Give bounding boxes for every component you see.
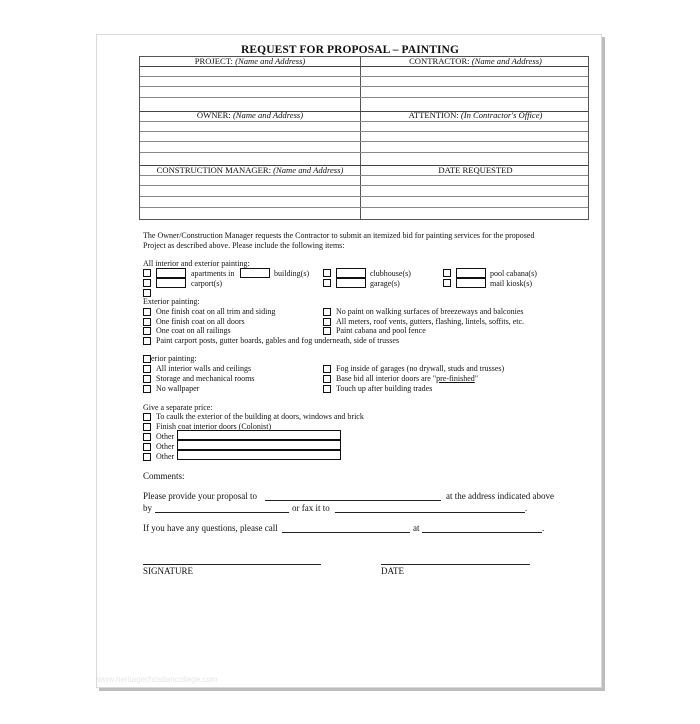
pool-cabanas-label: pool cabana(s): [490, 269, 537, 278]
pool-cabanas-count-field[interactable]: [456, 268, 486, 278]
phone-line[interactable]: [282, 532, 410, 533]
other-checkbox-3[interactable]: [143, 453, 151, 461]
exterior-item: All meters, roof vents, gutters, flashing, lintels, soffits, etc.: [336, 317, 525, 326]
exterior-item: No paint on walking surfaces of breezeways and balconies: [336, 307, 524, 316]
pool-cabanas-checkbox[interactable]: [443, 269, 451, 277]
interior-item: Touch up after building trades: [336, 384, 433, 393]
interior-checkbox-5[interactable]: [323, 375, 331, 383]
other-checkbox-1[interactable]: [143, 433, 151, 441]
contractor-header: CONTRACTOR: (Name and Address): [409, 56, 542, 66]
other-label: Other: [156, 452, 175, 461]
other-field-1[interactable]: [177, 430, 341, 440]
signature-label: SIGNATURE: [143, 566, 194, 576]
separate-item: To caulk the exterior of the building at doors, windows and brick: [156, 412, 364, 421]
buildings-count-field[interactable]: [240, 268, 270, 278]
exterior-item: Paint cabana and pool fence: [336, 326, 426, 335]
exterior-item: One finish coat on all trim and siding: [156, 307, 276, 316]
buildings-label: building(s): [274, 269, 310, 278]
watermark: www.heritagechristiancollege.com: [97, 675, 218, 684]
project-info-table: [139, 56, 589, 220]
document-title: REQUEST FOR PROPOSAL – PAINTING: [240, 44, 459, 56]
mail-kiosks-label: mail kiosk(s): [490, 279, 532, 288]
by-line[interactable]: [155, 512, 289, 513]
carports-count-field[interactable]: [156, 278, 186, 288]
mail-kiosks-checkbox[interactable]: [443, 279, 451, 287]
interior-checkbox-3[interactable]: [143, 385, 151, 393]
other-checkbox-2[interactable]: [143, 443, 151, 451]
attention-header: ATTENTION: (In Contractor's Office): [408, 110, 543, 120]
exterior-checkbox-6[interactable]: [323, 327, 331, 335]
other-label: Other: [156, 442, 175, 451]
by-label: by: [143, 503, 152, 513]
exterior-checkbox-3[interactable]: [143, 327, 151, 335]
exterior-checkbox-4[interactable]: [323, 308, 331, 316]
proposal-to-line[interactable]: [265, 500, 441, 501]
intro-line-2: Project as described above. Please include the following items:: [143, 241, 345, 250]
questions-label: If you have any questions, please call: [143, 523, 278, 533]
exterior-checkbox-1[interactable]: [143, 308, 151, 316]
interior-checkbox-6[interactable]: [323, 385, 331, 393]
interior-checkbox-2[interactable]: [143, 375, 151, 383]
interior-doors-checkbox[interactable]: [143, 423, 151, 431]
interior-item-doors: Base bid all interior doors are "pre-finished": [336, 374, 479, 383]
caulk-checkbox[interactable]: [143, 413, 151, 421]
at-address-label: at the address indicated above: [446, 491, 554, 501]
carports-label: carport(s): [191, 279, 223, 288]
proposal-to-label: Please provide your proposal to: [143, 491, 257, 501]
interior-item: All interior walls and ceilings: [156, 364, 252, 373]
clubhouses-count-field[interactable]: [336, 268, 366, 278]
date-label: DATE: [381, 566, 404, 576]
interior-item: No wallpaper: [156, 384, 200, 393]
date-line[interactable]: [381, 564, 530, 565]
clubhouses-checkbox[interactable]: [323, 269, 331, 277]
clubhouses-label: clubhouse(s): [370, 269, 411, 278]
table-column-divider: [360, 57, 361, 219]
apartments-label: apartments in: [191, 269, 235, 278]
exterior-checkbox-7[interactable]: [143, 337, 151, 345]
period: .: [525, 503, 528, 513]
interior-checkbox-4[interactable]: [323, 365, 331, 373]
separate-price-heading: Give a separate price:: [143, 403, 213, 412]
exterior-item: Paint carport posts, gutter boards, gables and fog underneath, side of trusses: [156, 336, 400, 345]
interior-heading: erior painting:: [151, 354, 197, 363]
garages-checkbox[interactable]: [323, 279, 331, 287]
other-field-2[interactable]: [177, 440, 341, 450]
fax-label: or fax it to: [292, 503, 330, 513]
separate-item: Finish coat interior doors (Colonist): [156, 422, 272, 431]
apartments-count-field[interactable]: [156, 268, 186, 278]
exterior-checkbox-2[interactable]: [143, 318, 151, 326]
project-header: PROJECT: (Name and Address): [194, 56, 306, 66]
interior-checkbox-1[interactable]: [143, 365, 151, 373]
mail-kiosks-count-field[interactable]: [456, 278, 486, 288]
other-field-3[interactable]: [177, 450, 341, 460]
period: .: [542, 523, 545, 533]
owner-header: OWNER: (Name and Address): [196, 110, 304, 120]
garages-label: garage(s): [370, 279, 400, 288]
carports-checkbox[interactable]: [143, 279, 151, 287]
construction-manager-header: CONSTRUCTION MANAGER: (Name and Address): [156, 165, 344, 175]
garages-count-field[interactable]: [336, 278, 366, 288]
exterior-item: One finish coat on all doors: [156, 317, 245, 326]
all-painting-heading: All interior and exterior painting:: [143, 259, 250, 268]
exterior-checkbox-5[interactable]: [323, 318, 331, 326]
fax-line[interactable]: [335, 512, 525, 513]
date-requested-header: DATE REQUESTED: [438, 165, 513, 175]
time-line[interactable]: [422, 532, 542, 533]
other-label: Other: [156, 432, 175, 441]
comments-label: Comments:: [143, 471, 185, 481]
exterior-heading: Exterior painting:: [143, 297, 200, 306]
exterior-item: One coat on all railings: [156, 326, 231, 335]
intro-line-1: The Owner/Construction Manager requests the Contractor to submit an itemized bid for painting services for the proposed: [143, 231, 535, 240]
interior-heading-checkbox[interactable]: [143, 355, 151, 363]
extra-checkbox[interactable]: [143, 289, 151, 297]
document-page: [96, 34, 602, 688]
interior-item: Fog inside of garages (no drywall, studs and trusses): [336, 364, 505, 373]
signature-line[interactable]: [143, 564, 321, 565]
at-label: at: [413, 523, 420, 533]
apartments-checkbox[interactable]: [143, 269, 151, 277]
interior-item: Storage and mechanical rooms: [156, 374, 255, 383]
